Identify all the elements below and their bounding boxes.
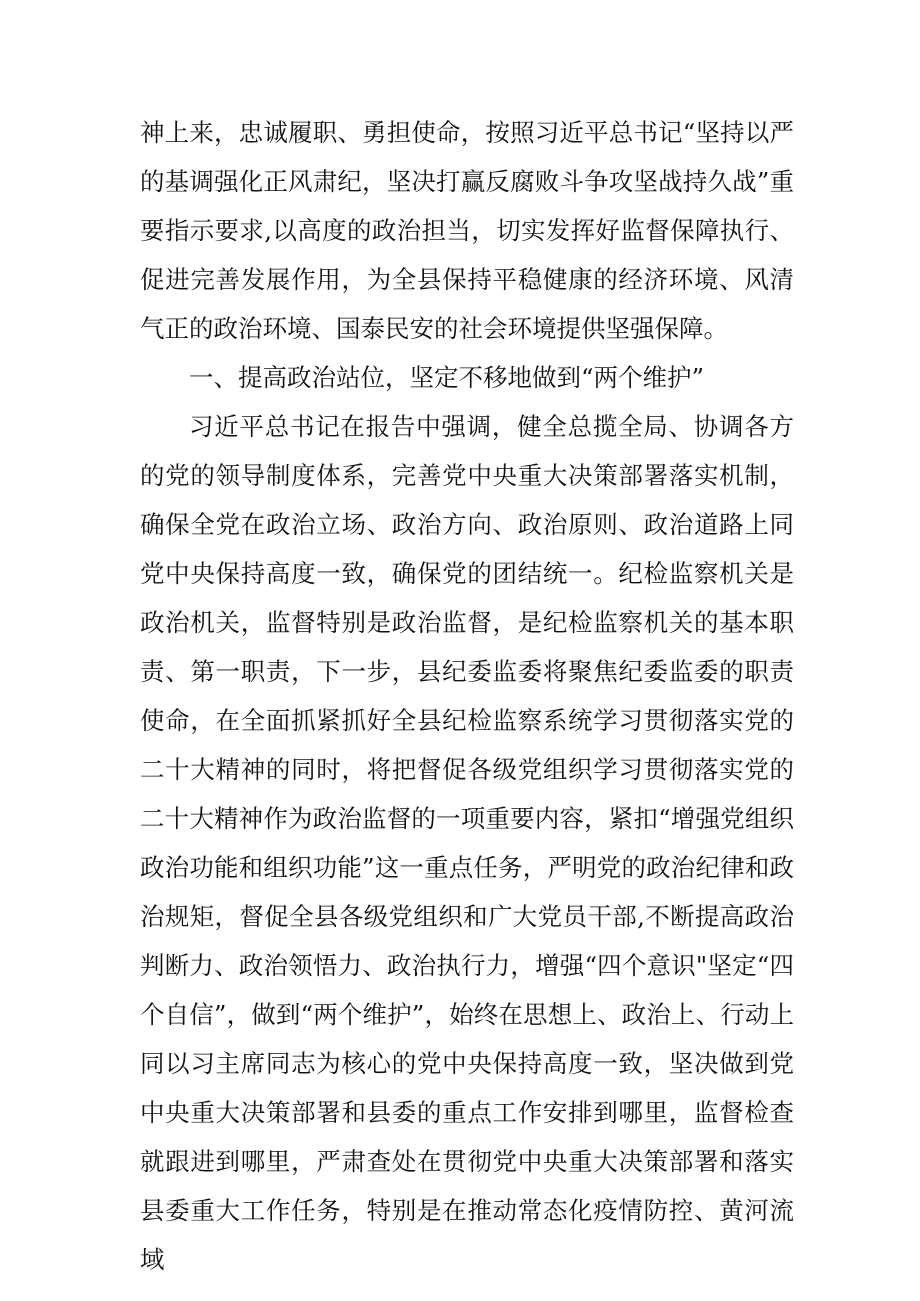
document-body — [140, 108, 794, 1284]
paragraph-continuation: 神上来，忠诚履职、勇担使命，按照习近平总书记“坚持以严的基调强化正风肃纪，坚决打赢反腐败斗争攻坚战持久战”重要指示要求,以高度的政治担当，切实发挥好监督保障执行、促进完善发展作用，为全县保持平稳健康的经济环境、风清气正的政治环境、国泰民安的社会环境提供坚强保障。 — [140, 118, 794, 343]
section-heading: 一、提高政治站位，坚定不移地做到“两个维护” — [189, 363, 705, 392]
paragraph-body: 习近平总书记在报告中强调，健全总揽全局、协调各方的党的领导制度体系，完善党中央重大决策部署落实机制，确保全党在政治立场、政治方向、政治原则、政治道路上同党中央保持高度一致，确保党的团结统一。纪检监察机关是政治机关，监督特别是政治监督，是纪检监察机关的基本职责、第一职责，下一步，县纪委监委将聚焦纪委监委的职责使命，在全面抓紧抓好全县纪检监察系统学习贯彻落实党的二十大精神的同时，将把督促各级党组织学习贯彻落实党的二十大精神作为政治监督的一项重要内容，紧扣“增强党组织政治功能和组织功能”这一重点任务，严明党的政治纪律和政治规矩，督促全县各级党组织和广大党员干部,不断提高政治判断力、政治领悟力、政治执行力，增强“四个意识"坚定“四个自信”，做到“两个维护”，始终在思想上、政治上、行动上同以习主席同志为核心的党中央保持高度一致，坚决做到党中央重大决策部署和县委的重点工作安排到哪里，监督检查就跟进到哪里，严肃查处在贯彻党中央重大决策部署和落实县委重大工作任务，特别是在推动常态化疫情防控、黄河流域 — [140, 412, 794, 1274]
